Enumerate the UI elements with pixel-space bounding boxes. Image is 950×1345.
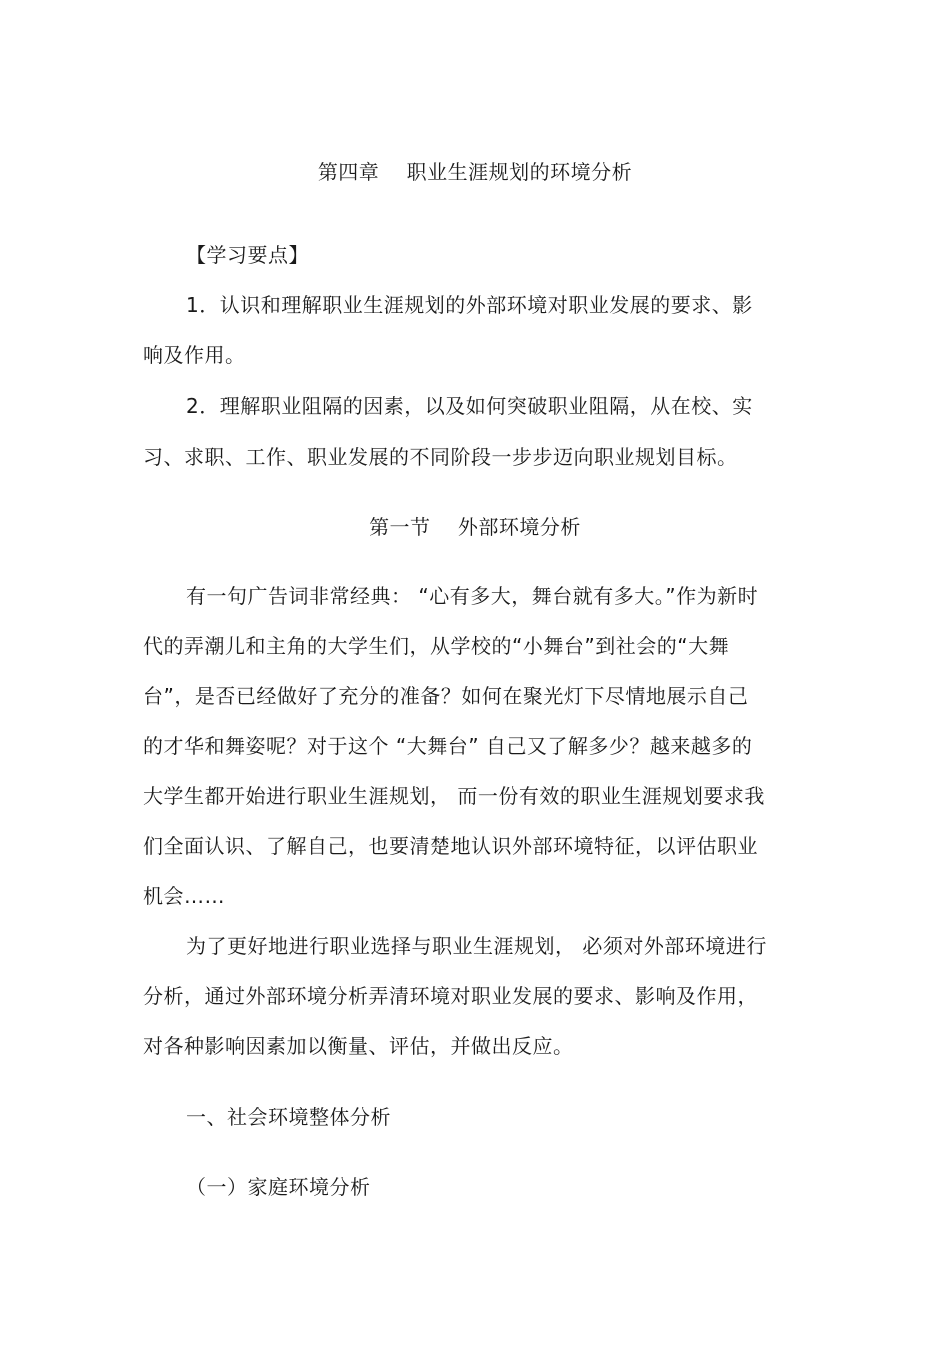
paragraph-line: 代的弄潮儿和主角的大学生们，从学校的“小舞台”到社会的“大舞 [143, 634, 730, 658]
paragraph-line: 的才华和舞姿呢？对于这个 “大舞台” 自己又了解多少？越来越多的 [143, 734, 753, 758]
section-title: 第一节 外部环境分析 [369, 515, 581, 539]
paragraph-line: 们全面认识、了解自己，也要清楚地认识外部环境特征，以评估职业 [143, 834, 758, 858]
paragraph-line: 机会…… [143, 884, 225, 908]
paragraph-line: 分析，通过外部环境分析弄清环境对职业发展的要求、影响及作用， [143, 984, 758, 1008]
chapter-title: 第四章 职业生涯规划的环境分析 [317, 160, 633, 184]
paragraph-line: 有一句广告词非常经典： “心有多大，舞台就有多大。”作为新时 [186, 584, 759, 608]
key-point-line: 1．认识和理解职业生涯规划的外部环境对职业发展的要求、影 [186, 293, 753, 317]
paragraph-line: 为了更好地进行职业选择与职业生涯规划， 必须对外部环境进行 [186, 934, 767, 958]
key-point-line: 2．理解职业阻隔的因素，以及如何突破职业阻隔，从在校、实 [186, 394, 753, 418]
key-point-line: 习、求职、工作、职业发展的不同阶段一步步迈向职业规划目标。 [143, 445, 738, 469]
paragraph-line: 台”，是否已经做好了充分的准备？如何在聚光灯下尽情地展示自己 [143, 684, 749, 708]
heading-level-2: （一）家庭环境分析 [186, 1175, 371, 1199]
key-point-line: 响及作用。 [143, 343, 246, 367]
heading-level-1: 一、社会环境整体分析 [186, 1105, 391, 1129]
paragraph-line: 大学生都开始进行职业生涯规划， 而一份有效的职业生涯规划要求我 [143, 784, 765, 808]
paragraph-line: 对各种影响因素加以衡量、评估，并做出反应。 [143, 1034, 574, 1058]
key-points-heading: 【学习要点】 [186, 243, 309, 267]
